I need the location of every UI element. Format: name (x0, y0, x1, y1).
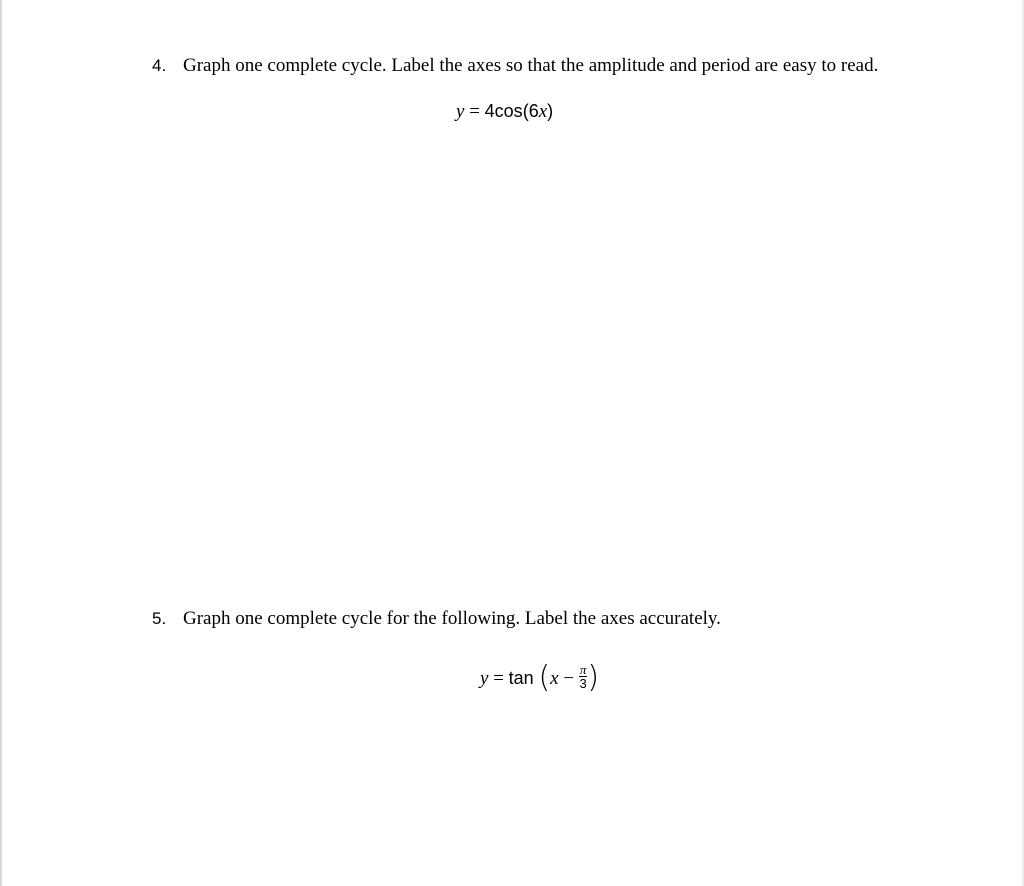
problem-4-equation (456, 101, 553, 123)
problem-5-number: 5. (152, 609, 167, 628)
eq4-close-paren: ) (547, 101, 554, 121)
eq4-equals: = (469, 101, 480, 122)
page-left-edge (0, 0, 2, 886)
eq4-arg-var: x (538, 101, 548, 122)
problem-5-equation (480, 657, 599, 693)
eq5-open-paren: ( (538, 660, 551, 695)
eq5-lhs: y (480, 668, 489, 689)
eq4-coefficient: 4 (484, 101, 495, 121)
eq5-close-paren: ) (587, 660, 600, 695)
eq4-lhs: y (456, 101, 465, 122)
eq5-fraction-denominator: 3 (579, 676, 587, 692)
eq5-func: tan (508, 668, 534, 688)
problem-5-text: Graph one complete cycle for the following. Label the axes accurately. (183, 608, 721, 629)
eq5-var: x (550, 668, 559, 689)
eq4-open-paren: ( (522, 101, 529, 121)
eq5-minus: − (563, 668, 575, 689)
eq5-equals: = (493, 668, 504, 689)
problem-4-number: 4. (152, 56, 167, 75)
problem-4-text: Graph one complete cycle. Label the axes so that the amplitude and period are easy to read. (183, 55, 879, 76)
eq5-fraction-numerator: π (579, 662, 587, 678)
eq4-func: cos (494, 101, 523, 121)
eq4-arg-coef: 6 (528, 101, 539, 121)
